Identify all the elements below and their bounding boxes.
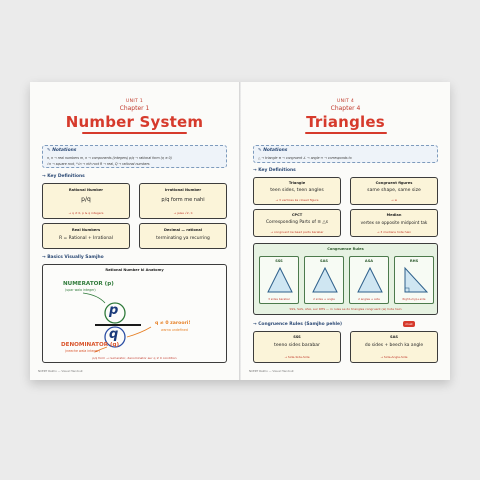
rule-name: SSS: [275, 259, 283, 263]
rule-name: ASA: [364, 259, 374, 263]
denominator-symbol: q: [109, 327, 119, 342]
must-badge: must: [403, 321, 415, 327]
page-footer: NCERT Rakho — Visual Handout: [249, 369, 294, 373]
q-note: q ≠ 0 zaroori!: [155, 321, 191, 326]
card-note: → 3 vertices ka closed figure: [275, 198, 319, 202]
card-body: do sides + beech ka angle: [364, 343, 424, 348]
rule-panel-sas: [304, 256, 344, 304]
chapter-label: Chapter 1: [119, 105, 150, 112]
rule-caption: 2 angles + side: [358, 297, 380, 301]
left-page: [30, 82, 239, 380]
anatomy-box: [42, 264, 227, 363]
card-body: p/q form me nahi: [161, 197, 205, 203]
card-heading: Irrational Number: [164, 188, 202, 192]
card-note: → jaise √2, π: [173, 211, 193, 215]
definition-card: [253, 209, 341, 237]
denominator-sub: (neeche wala integer): [65, 349, 101, 353]
notations-heading: ✎ Notations: [258, 148, 288, 153]
card-heading: Rational Number: [68, 188, 104, 192]
triangle-icon: [266, 266, 294, 294]
anatomy-caption: p/q form → numerator, denominator aur q ≠ 0 condition: [92, 356, 177, 360]
rule-name: RHS: [409, 259, 419, 263]
notations-box: [253, 145, 438, 163]
card-body: teen sides, teen angles: [270, 188, 324, 193]
anatomy-heading: Rational Number ki Anatomy: [105, 268, 164, 272]
congruence-note: SSS, SAS, ASA, aur RHS — in rules se do triangles congruent (≅) hote hain: [289, 307, 402, 311]
rule-caption: 2 sides + angle: [313, 297, 335, 301]
card-heading: SSS: [293, 335, 301, 339]
notation-line: √n → square root, ³√n → nth root R → real, Q → rational numbers: [47, 162, 150, 166]
section-heading: → Congruence Rules (Samjho pehle): [253, 322, 342, 327]
rule-panel-asa: [349, 256, 389, 304]
card-note: → Side-Side-Side: [284, 355, 310, 359]
page-title: Triangles: [306, 113, 385, 131]
notations-box: [42, 145, 227, 168]
card-heading: CPCT: [291, 213, 303, 217]
rule-panel-sss: [259, 256, 299, 304]
section-heading: → Key Definitions: [253, 168, 296, 173]
title-underline: [82, 132, 187, 134]
card-body: vertex se opposite midpoint tak: [360, 220, 428, 225]
congruence-rules-box: [253, 243, 438, 315]
card-body: R = Rational + Irrational: [59, 236, 113, 241]
right-triangle-icon: [401, 266, 429, 294]
card-heading: Triangle: [288, 181, 306, 185]
card-heading: Decimal — rational: [163, 228, 203, 232]
card-heading: SAS: [390, 335, 398, 339]
card-body: terminating ya recurring: [156, 236, 210, 241]
unit-label: UNIT 4: [336, 99, 355, 104]
numerator-label: NUMERATOR (p): [63, 281, 114, 287]
page-footer: NCERT Rakho — Visual Handout: [38, 369, 83, 373]
definition-card: [350, 177, 438, 205]
notations-heading: ✎ Notations: [47, 148, 77, 153]
rule-card: [350, 331, 438, 363]
rule-caption: 3 sides barabar: [268, 297, 290, 301]
card-note: → q ≠ 0, p & q integers: [68, 211, 104, 215]
numerator-sub: (upar wala integer): [65, 288, 96, 292]
card-heading: Congruent figures: [375, 181, 413, 185]
notation-line: △ → triangle ≅ → congruent ∠ → angle ↔ → corresponds to: [258, 156, 352, 160]
card-body: Corresponding Parts of ≅ △s: [265, 220, 329, 225]
definition-card: [42, 223, 130, 249]
open-book: [30, 82, 450, 380]
card-body: teeno sides barabar: [274, 343, 320, 348]
card-heading: Real Numbers: [71, 228, 101, 232]
card-body: same shape, same size: [367, 188, 421, 193]
card-note: → ≅: [391, 198, 397, 202]
denominator-label: DENOMINATOR (q): [61, 342, 120, 348]
rule-card: [253, 331, 341, 363]
card-heading: Median: [386, 213, 402, 217]
card-note: → congruent ke baad parts barabar: [270, 230, 324, 234]
notation-line: n, n → real numbers m, n → components (integers) p/q → rational form (q ≠ 0): [47, 156, 172, 160]
card-body: p/q: [81, 196, 91, 203]
card-note: → 3 medians hote hain: [376, 230, 412, 234]
rule-caption: Right+hyp+side: [402, 297, 426, 301]
title-underline: [305, 132, 387, 134]
triangle-icon: [311, 266, 339, 294]
q-note-sub: warna undefined: [161, 328, 188, 332]
right-page: [241, 82, 450, 380]
definition-card: [350, 209, 438, 237]
triangle-icon: [356, 266, 384, 294]
definition-card: [42, 183, 130, 219]
chapter-label: Chapter 4: [330, 105, 361, 112]
page-title: Number System: [65, 113, 204, 131]
definition-card: [253, 177, 341, 205]
rule-panel-rhs: [394, 256, 434, 304]
card-note: → Side-Angle-Side: [380, 355, 408, 359]
section-heading: → Basics Visually Samjho: [42, 255, 104, 260]
definition-card: [139, 223, 227, 249]
congruence-heading: Congruence Rules: [327, 247, 364, 251]
rule-name: SAS: [320, 259, 328, 263]
section-heading: → Key Definitions: [42, 174, 85, 179]
definition-card: [139, 183, 227, 219]
numerator-symbol: p: [109, 303, 119, 318]
unit-label: UNIT 1: [125, 99, 144, 104]
